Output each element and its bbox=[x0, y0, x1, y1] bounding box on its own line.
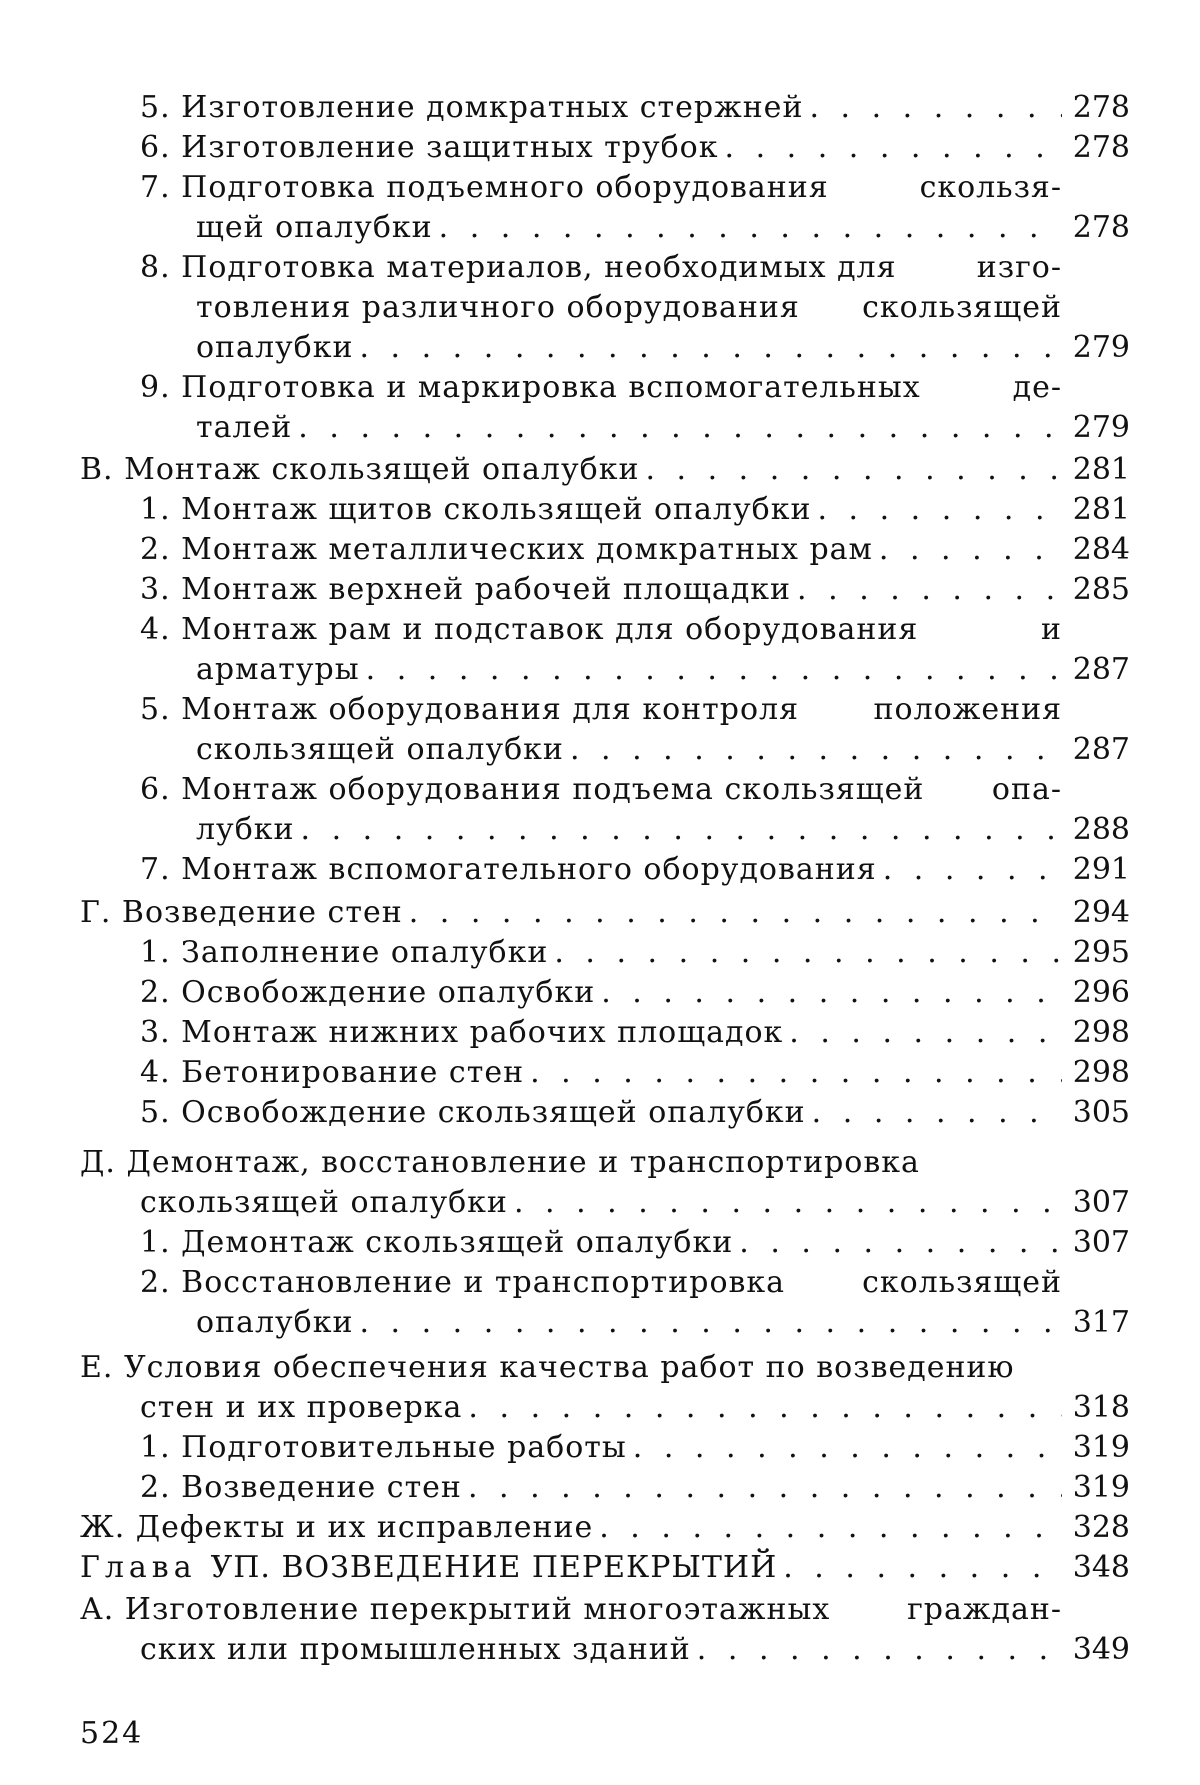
toc-entry-title: 3. Монтаж нижних рабочих площадок bbox=[140, 1015, 784, 1050]
toc-entry bbox=[196, 652, 1130, 688]
toc-entry-line bbox=[140, 250, 1062, 286]
dot-leader bbox=[359, 1305, 1062, 1341]
toc-entry bbox=[140, 852, 1130, 888]
chapter-prefix: Глава bbox=[80, 1550, 197, 1585]
dot-leader bbox=[797, 572, 1062, 608]
toc-page-number: 281 bbox=[1072, 452, 1130, 487]
toc-page-number: 285 bbox=[1072, 572, 1130, 607]
dot-leader bbox=[883, 852, 1062, 888]
toc-page-number: 319 bbox=[1072, 1470, 1130, 1505]
toc-page-number: 278 bbox=[1072, 210, 1130, 245]
toc-page-number: 319 bbox=[1072, 1430, 1130, 1465]
toc-section-line bbox=[80, 1350, 1015, 1386]
toc-section bbox=[80, 1510, 1130, 1546]
dot-leader bbox=[359, 330, 1062, 366]
toc-entry bbox=[140, 1225, 1130, 1261]
toc-page-number: 291 bbox=[1072, 852, 1130, 887]
dot-leader bbox=[366, 652, 1062, 688]
toc-entry-title: опалубки bbox=[196, 1305, 354, 1340]
toc-page-number: 284 bbox=[1072, 532, 1130, 567]
toc-section bbox=[80, 452, 1130, 488]
toc-entry-title: 1. Монтаж щитов скользящей опалубки bbox=[140, 492, 812, 527]
toc-section-title: Е. Условия обеспечения качества работ по возведению bbox=[80, 1350, 1015, 1385]
chapter-title: УП. ВОЗВЕДЕНИЕ ПЕРЕКРЫТИЙ bbox=[210, 1550, 778, 1585]
page-number-footer: 524 bbox=[80, 1716, 144, 1751]
toc-page-number: 278 bbox=[1072, 90, 1130, 125]
toc-entry-title: 6. Монтаж оборудования подъема скользящей bbox=[140, 772, 925, 807]
toc-page-number: 279 bbox=[1072, 330, 1130, 365]
toc-entry bbox=[140, 975, 1130, 1011]
dot-leader bbox=[554, 935, 1062, 971]
dot-leader bbox=[789, 1015, 1062, 1051]
dot-leader bbox=[725, 130, 1063, 166]
toc-entry bbox=[140, 1015, 1130, 1051]
toc-entry bbox=[140, 130, 1130, 166]
dot-leader bbox=[530, 1055, 1062, 1091]
toc-page-number: 318 bbox=[1072, 1390, 1130, 1425]
toc-section-title-cont: ских или промышленных зданий bbox=[140, 1632, 691, 1667]
toc-entry-title: 4. Монтаж рам и подставок для оборудования bbox=[140, 612, 919, 647]
toc-entry-title: 5. Изготовление домкратных стержней bbox=[140, 90, 804, 125]
toc-entry bbox=[140, 532, 1130, 568]
dot-leader bbox=[301, 812, 1062, 848]
toc-section-line bbox=[80, 1592, 1062, 1628]
toc-entry-title-cont: опа- bbox=[991, 772, 1062, 807]
dot-leader bbox=[570, 732, 1062, 768]
dot-leader bbox=[601, 975, 1062, 1011]
toc-entry-line bbox=[140, 1265, 1062, 1301]
toc-page-number: 349 bbox=[1072, 1632, 1130, 1667]
toc-page-number: 305 bbox=[1072, 1095, 1130, 1130]
toc-entry-title: 8. Подготовка материалов, необходимых для bbox=[140, 250, 897, 285]
toc-entry bbox=[196, 812, 1130, 848]
dot-leader bbox=[739, 1225, 1062, 1261]
dot-leader bbox=[468, 1390, 1062, 1426]
toc-page-number: 317 bbox=[1072, 1305, 1130, 1340]
toc-entry bbox=[196, 330, 1130, 366]
toc-section-title: В. Монтаж скользящей опалубки bbox=[80, 452, 640, 487]
dot-leader bbox=[645, 452, 1062, 488]
toc-page-number: 287 bbox=[1072, 652, 1130, 687]
toc-entry-title-cont: и bbox=[1041, 612, 1062, 647]
toc-entry-line bbox=[140, 370, 1062, 406]
toc-entry-line bbox=[140, 612, 1062, 648]
toc-entry-title: 2. Восстановление и транспортировка bbox=[140, 1265, 786, 1300]
toc-entry-title: 9. Подготовка и маркировка вспомогательных bbox=[140, 370, 921, 405]
toc-page-number: 287 bbox=[1072, 732, 1130, 767]
toc-page-number: 307 bbox=[1072, 1185, 1130, 1220]
toc-entry bbox=[196, 732, 1130, 768]
toc-entry bbox=[140, 1430, 1130, 1466]
toc-section-title: А. Изготовление перекрытий многоэтажных bbox=[80, 1592, 831, 1627]
toc-entry bbox=[140, 572, 1130, 608]
toc-entry-title: 1. Заполнение опалубки bbox=[140, 935, 549, 970]
toc-section-line bbox=[80, 1145, 920, 1181]
toc-page-number: 281 bbox=[1072, 492, 1130, 527]
toc-entry-title: 2. Освобождение опалубки bbox=[140, 975, 596, 1010]
toc-entry-title: 1. Подготовительные работы bbox=[140, 1430, 627, 1465]
toc-entry bbox=[140, 1470, 1130, 1506]
toc-entry bbox=[140, 1055, 1130, 1091]
toc-entry bbox=[140, 1095, 1130, 1131]
toc-entry-title: талей bbox=[196, 410, 293, 445]
toc-page-number: 279 bbox=[1072, 410, 1130, 445]
toc-entry-title: 7. Монтаж вспомогательного оборудования bbox=[140, 852, 877, 887]
toc-entry bbox=[140, 935, 1130, 971]
toc-entry-title: скользящей опалубки bbox=[196, 732, 564, 767]
dot-leader bbox=[599, 1510, 1062, 1546]
toc-page-number: 328 bbox=[1072, 1510, 1130, 1545]
toc-section-title-cont: скользящей опалубки bbox=[140, 1185, 508, 1220]
toc-page-number: 296 bbox=[1072, 975, 1130, 1010]
toc-entry-title: 6. Изготовление защитных трубок bbox=[140, 130, 719, 165]
toc-section bbox=[140, 1390, 1130, 1426]
toc-entry-title: опалубки bbox=[196, 330, 354, 365]
toc-entry bbox=[196, 410, 1130, 446]
dot-leader bbox=[783, 1550, 1062, 1586]
toc-entry-line bbox=[140, 772, 1062, 808]
toc-page-number: 298 bbox=[1072, 1015, 1130, 1050]
toc-entry-title: 7. Подготовка подъемного оборудования bbox=[140, 170, 829, 205]
dot-leader bbox=[298, 410, 1062, 446]
dot-leader bbox=[879, 532, 1062, 568]
dot-leader bbox=[817, 492, 1062, 528]
toc-entry-title-cont: положения bbox=[873, 692, 1062, 727]
dot-leader bbox=[697, 1632, 1062, 1668]
toc-section-title: Ж. Дефекты и их исправление bbox=[80, 1510, 594, 1545]
toc-page-number: 307 bbox=[1072, 1225, 1130, 1260]
toc-entry-title: арматуры bbox=[196, 652, 360, 687]
dot-leader bbox=[812, 1095, 1062, 1131]
toc-entry-title: 2. Возведение стен bbox=[140, 1470, 462, 1505]
toc-page-number: 294 bbox=[1072, 895, 1130, 930]
toc-entry-title-cont: де- bbox=[1012, 370, 1062, 405]
toc-entry-title: 4. Бетонирование стен bbox=[140, 1055, 525, 1090]
toc-entry-title: 5. Освобождение скользящей опалубки bbox=[140, 1095, 806, 1130]
toc-entry-title: 3. Монтаж верхней рабочей площадки bbox=[140, 572, 792, 607]
toc-page-number: 278 bbox=[1072, 130, 1130, 165]
toc-entry-title: 2. Монтаж металлических домкратных рам bbox=[140, 532, 873, 567]
toc-entry-title: 5. Монтаж оборудования для контроля bbox=[140, 692, 799, 727]
toc-page-number: 348 bbox=[1072, 1550, 1130, 1585]
toc-section bbox=[80, 895, 1130, 931]
toc-page-number: 298 bbox=[1072, 1055, 1130, 1090]
toc-entry-title: щей опалубки bbox=[196, 210, 433, 245]
toc-entry bbox=[196, 210, 1130, 246]
dot-leader bbox=[633, 1430, 1062, 1466]
toc-entry-title-cont: изго- bbox=[976, 250, 1062, 285]
toc-entry-title-cont: скользя- bbox=[919, 170, 1062, 205]
toc-page-number: 295 bbox=[1072, 935, 1130, 970]
toc-entry-title-cont: скользящей bbox=[862, 1265, 1062, 1300]
toc-entry-line bbox=[140, 692, 1062, 728]
toc-entry bbox=[140, 90, 1130, 126]
toc-entry-title: 1. Демонтаж скользящей опалубки bbox=[140, 1225, 734, 1260]
toc-entry-line bbox=[140, 170, 1062, 206]
toc-section bbox=[140, 1632, 1130, 1668]
dot-leader bbox=[468, 1470, 1062, 1506]
toc-entry-line bbox=[196, 290, 1062, 326]
toc-section-title-cont: стен и их проверка bbox=[140, 1390, 463, 1425]
toc-section-title: Г. Возведение стен bbox=[80, 895, 403, 930]
toc-entry-title-cont: скользящей bbox=[862, 290, 1062, 325]
toc-page-number: 288 bbox=[1072, 812, 1130, 847]
toc-entry bbox=[196, 1305, 1130, 1341]
toc-entry-title: лубки bbox=[196, 812, 295, 847]
toc-section-title-cont: граждан- bbox=[907, 1592, 1062, 1627]
toc-section-title: Д. Демонтаж, восстановление и транспортировка bbox=[80, 1145, 920, 1180]
dot-leader bbox=[809, 90, 1062, 126]
toc-entry bbox=[140, 492, 1130, 528]
toc-section bbox=[140, 1185, 1130, 1221]
dot-leader bbox=[409, 895, 1062, 931]
toc-entry-title: товления различного оборудования bbox=[196, 290, 800, 325]
toc-chapter bbox=[80, 1550, 1130, 1586]
dot-leader bbox=[514, 1185, 1062, 1221]
dot-leader bbox=[439, 210, 1062, 246]
